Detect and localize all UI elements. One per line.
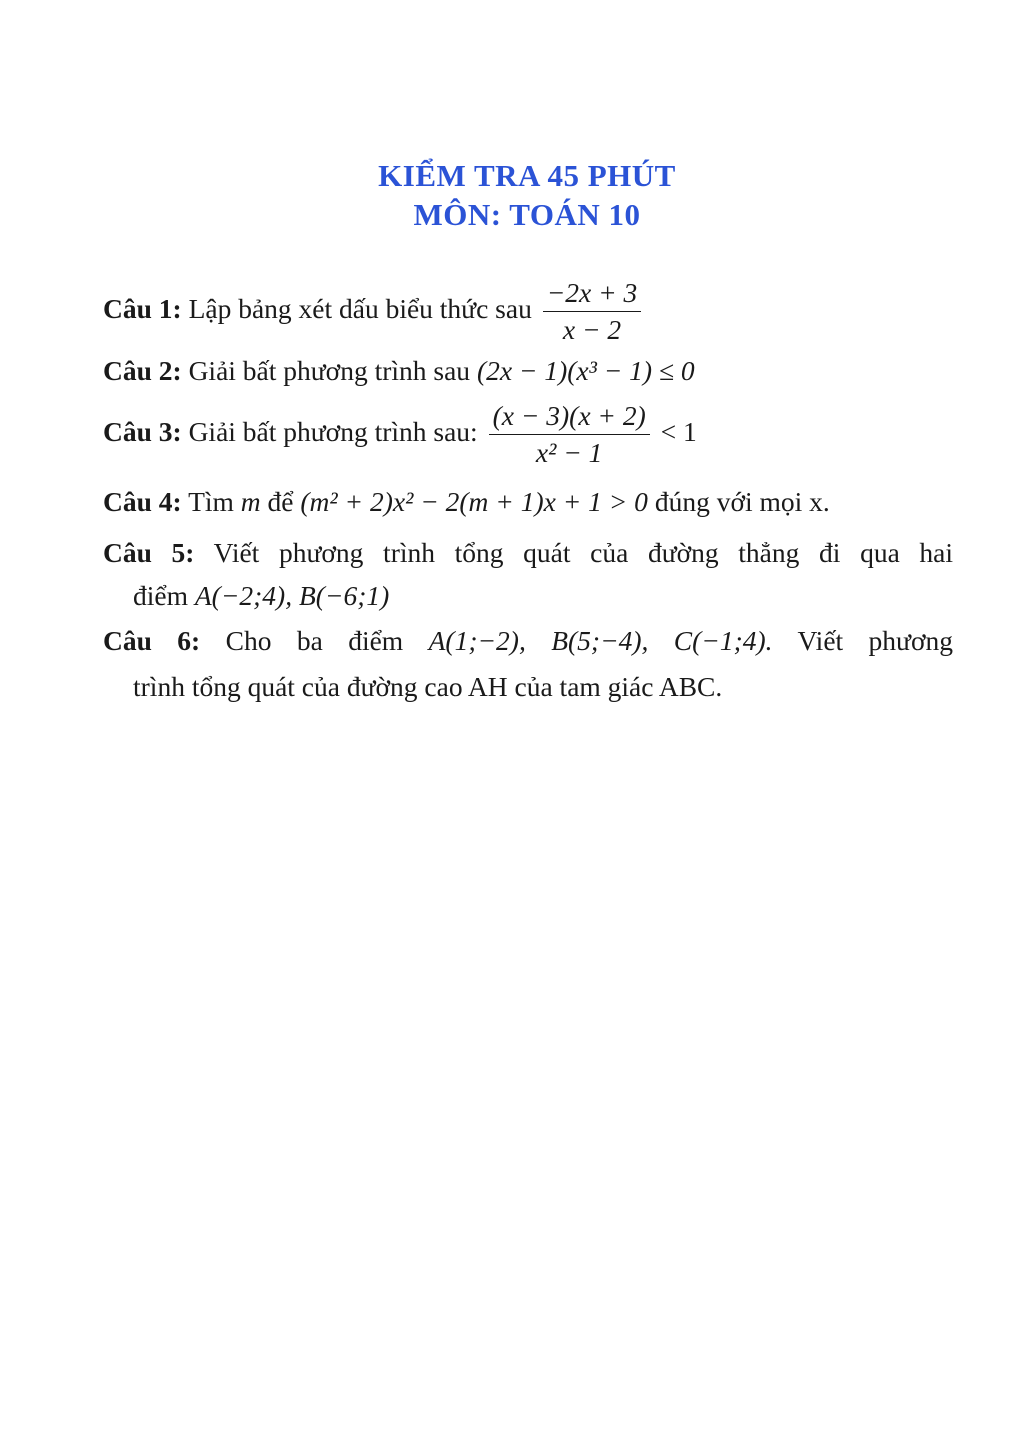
- math-expression: (m² + 2)x² − 2(m + 1)x + 1 > 0: [300, 486, 648, 517]
- question-text-2: Viết phương: [797, 625, 954, 656]
- fraction-numerator: −2x + 3: [543, 277, 642, 312]
- fraction: [543, 277, 642, 346]
- question-label: Câu 6:: [103, 625, 201, 656]
- question-text: Giải bất phương trình sau:: [188, 415, 478, 447]
- fraction-denominator: x² − 1: [535, 437, 603, 468]
- math-expression: A(−2;4), B(−6;1): [194, 580, 390, 611]
- question-label: Câu 3:: [103, 415, 182, 447]
- question-6-line-2: [133, 671, 722, 703]
- math-variable: m: [240, 486, 261, 517]
- fraction-denominator: x − 2: [562, 314, 622, 345]
- math-expression: (2x − 1)(x³ − 1) ≤ 0: [476, 355, 695, 386]
- question-text: Giải bất phương trình sau: [188, 355, 471, 386]
- question-4: [103, 486, 830, 518]
- question-label: Câu 4:: [103, 486, 182, 517]
- question-tail: đúng với mọi x.: [654, 486, 830, 517]
- question-label: Câu 2:: [103, 355, 182, 386]
- question-label: Câu 5:: [103, 537, 195, 568]
- question-text: Tìm: [188, 486, 234, 517]
- question-label: Câu 1:: [103, 292, 182, 324]
- question-text: trình tổng quát của đường cao AH của tam giác ABC.: [133, 671, 723, 702]
- question-text: Viết phương trình tổng quát của đường thẳng đi qua hai: [213, 537, 954, 568]
- question-1: [103, 277, 645, 346]
- question-text-2: để: [267, 486, 294, 517]
- math-expression: A(1;−2), B(5;−4), C(−1;4).: [428, 625, 773, 656]
- math-tail: < 1: [660, 415, 697, 447]
- fraction-numerator: (x − 3)(x + 2): [489, 400, 650, 435]
- question-text: Cho ba điểm: [225, 625, 404, 656]
- page-title: KIỂM TRA 45 PHÚT: [378, 158, 676, 193]
- question-text: Lập bảng xét dấu biểu thức sau: [188, 292, 532, 324]
- question-5: [103, 537, 953, 569]
- fraction: [489, 400, 650, 469]
- question-5-line-2: [133, 580, 389, 612]
- question-text: điểm: [133, 580, 188, 611]
- question-2: [103, 355, 695, 387]
- question-6: [103, 625, 953, 657]
- page-subtitle: MÔN: TOÁN 10: [413, 197, 641, 232]
- question-3: [103, 400, 697, 469]
